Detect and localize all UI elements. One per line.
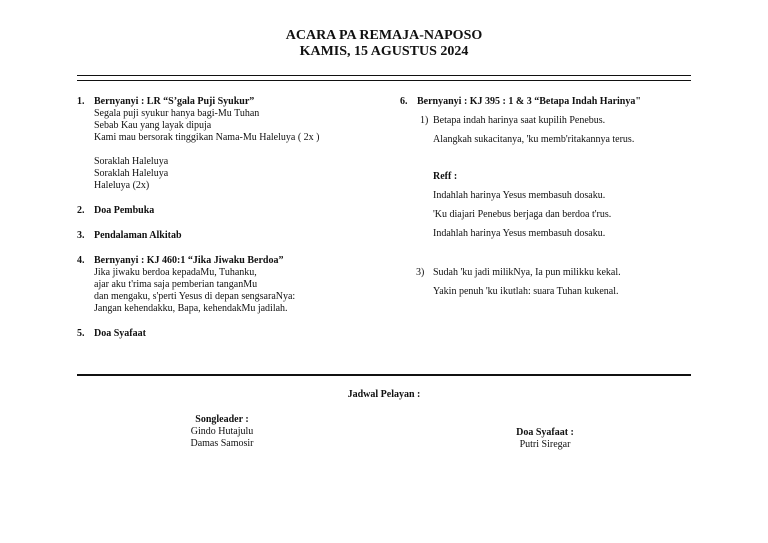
item-heading: Doa Syafaat <box>94 328 146 339</box>
songleader-name: Gindo Hutajulu <box>190 426 254 437</box>
item-number: 1. <box>77 96 85 107</box>
reff-label: Reff : <box>433 171 458 182</box>
program-item-1 <box>77 96 397 192</box>
doa-syafaat-name: Putri Siregar <box>519 439 571 450</box>
verse-number: 3) <box>416 267 425 278</box>
lyric-line: 'Ku diajari Penebus berjaga dan berdoa t'rus. <box>433 209 612 220</box>
item-number: 5. <box>77 328 85 339</box>
item-heading: Pendalaman Alkitab <box>94 230 182 241</box>
songleader-label: Songleader : <box>195 414 249 425</box>
lyric-line: dan mengaku, s'perti Yesus di depan sengsaraNya: <box>94 291 296 302</box>
item-heading: Bernyanyi : LR “S’gala Puji Syukur” <box>94 96 255 107</box>
verse-3-line-1 <box>416 267 621 279</box>
songleader-name: Damas Samosir <box>190 438 254 449</box>
item-number: 2. <box>77 205 85 216</box>
item-heading: Bernyanyi : KJ 395 : 1 & 3 “Betapa Indah Harinya" <box>417 96 641 107</box>
lyric-line: Jika jiwaku berdoa kepadaMu, Tuhanku, <box>94 267 257 278</box>
item-heading: Doa Pembuka <box>94 205 155 216</box>
lyric-line: Indahlah harinya Yesus membasuh dosaku. <box>433 190 606 201</box>
lyric-line: ajar aku t'rima saja pemberian tanganMu <box>94 279 258 290</box>
verse-number: 1) <box>420 115 429 126</box>
lyric-line: Jangan kehendakku, Bapa, kehendakMu jadilah. <box>94 303 288 314</box>
lyric-line: Haleluya (2x) <box>94 180 150 191</box>
program-item-5 <box>77 328 397 340</box>
program-left-column <box>77 96 397 353</box>
lyric-line: Soraklah Haleluya <box>94 156 169 167</box>
lyric-line: Yakin penuh 'ku ikutlah: suara Tuhan kukenal. <box>433 286 619 297</box>
lyric-line: Indahlah harinya Yesus membasuh dosaku. <box>433 228 606 239</box>
doa-syafaat-block <box>480 427 610 451</box>
program-item-2 <box>77 205 397 217</box>
double-divider <box>77 75 691 81</box>
lyric-line: Kami mau bersorak tinggikan Nama-Mu Haleluya ( 2x ) <box>94 132 320 143</box>
item-number: 6. <box>400 96 408 107</box>
songleader-block <box>162 414 282 450</box>
item-number: 4. <box>77 255 85 266</box>
lyric-line: Sudah 'ku jadi milikNya, Ia pun milikku kekal. <box>433 267 621 278</box>
doa-syafaat-label: Doa Syafaat : <box>516 427 574 438</box>
schedule-title: Jadwal Pelayan : <box>347 389 421 400</box>
program-item-3 <box>77 230 397 242</box>
lyric-line: Betapa indah harinya saat kupilih Penebus. <box>433 115 606 126</box>
lyric-line: Sebab Kau yang layak dipuja <box>94 120 212 131</box>
divider <box>77 374 691 376</box>
lyric-line: Soraklah Haleluya <box>94 168 169 179</box>
verse-1-line-1 <box>420 115 605 127</box>
lyric-line: Segala puji syukur hanya bagi-Mu Tuhan <box>94 108 260 119</box>
lyric-line: Alangkah sukacitanya, 'ku memb'ritakannya terus. <box>433 134 635 145</box>
item-heading: Bernyanyi : KJ 460:1 “Jika Jiwaku Berdoa” <box>94 255 284 266</box>
item-number: 3. <box>77 230 85 241</box>
item-heading-row <box>400 96 641 108</box>
event-date: KAMIS, 15 AGUSTUS 2024 <box>299 44 469 59</box>
program-item-4 <box>77 255 397 315</box>
page-title: ACARA PA REMAJA-NAPOSO <box>285 28 483 43</box>
